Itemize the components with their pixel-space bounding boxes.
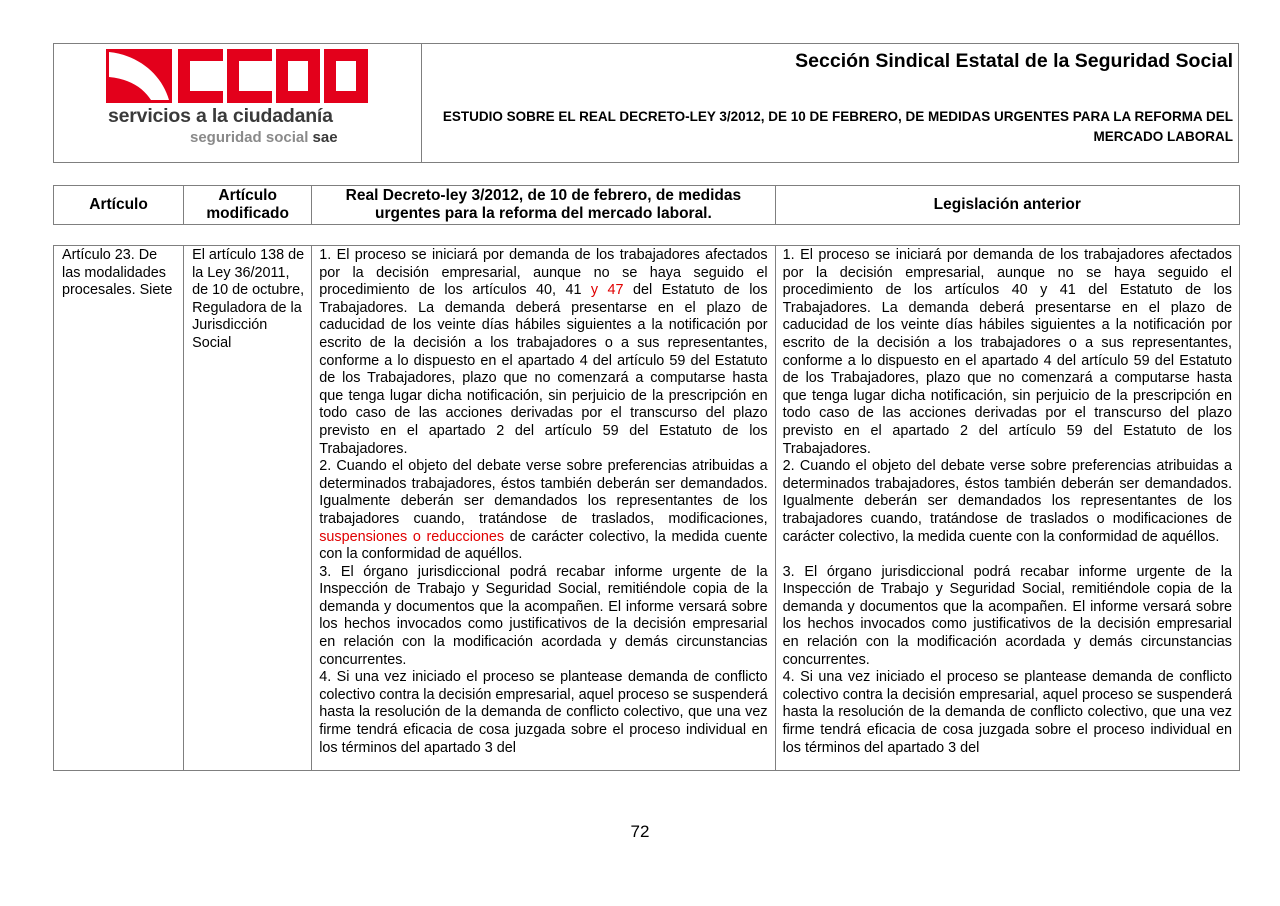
header-articulo: Artículo [54,186,184,225]
cell-articulo-modificado: El artículo 138 de la Ley 36/2011, de 10 de octubre, Reguladora de la Jurisdicción Social [184,246,312,771]
new-p1-highlight: y 47 [581,282,624,299]
section-title: Sección Sindical Estatal de la Seguridad Social [795,50,1233,72]
new-p1-text-a: 1. El proceso se iniciará por demanda de los trabajadores afectados por la decisión empresarial, aunque no se haya seguido el procedimiento de los artículos 40, 41 [319,247,768,299]
new-p2-text-b: de carácter colectivo, la medida cuente con la conformidad de aquéllos. [319,528,768,563]
old-paragraph-4: 4. Si una vez iniciado el proceso se plantease demanda de conflicto colectivo contra la decisión empresarial, aquel proceso se suspenderá hasta la resolución de la demanda de conflicto colectivo, que una vez firme tendrá eficacia de cosa juzgada sobre el proceso individual en los términos del apartado 3 del [782,669,1232,756]
logo-area [54,44,422,162]
header-real-decreto: Real Decreto-ley 3/2012, de 10 de febrero, de medidas urgentes para la reforma del mercado laboral. [312,186,775,225]
new-paragraph-3: 3. El órgano jurisdiccional podrá recabar informe urgente de la Inspección de Trabajo y Seguridad Social, remitiéndole copia de la demanda y documentos que la acompañen. El informe versará sobre los hechos invocados como justificativos de la decisión empresarial en relación con la modificación acordada y demás circunstancias concurrentes. [319,563,768,668]
new-p2-highlight: suspensiones o reducciones [319,528,505,545]
header-articulo-modificado: Artículo modificado [184,186,312,225]
ccoo-logo-icon [106,49,368,105]
old-paragraph-1: 1. El proceso se iniciará por demanda de los trabajadores afectados por la decisión empresarial, aunque no se haya seguido el procedimiento de los artículos 40 y 41 del Estatuto de los Trabajadores. La demanda deberá presentarse en el plazo de caducidad de los veinte días hábiles siguientes a la notificación por escrito de la decisión a los trabajadores o a sus representantes, conforme a lo dispuesto en el apartado 4 del artículo 59 del Estatuto de los Trabajadores, plazo que no comenzará a computarse hasta que tenga lugar dicha notificación, sin perjuicio de la prescripción en todo caso de las acciones derivadas por el transcurso del plazo previsto en el apartado 2 del artículo 59 del Estatuto de los Trabajadores. [782,247,1232,457]
new-paragraph-1 [319,247,767,458]
cell-real-decreto [312,246,775,771]
logo-sub-text: seguridad social [190,129,309,146]
column-header-table [53,185,1240,225]
cell-legislacion-anterior [775,246,1239,771]
paragraph-gap [783,546,1232,564]
document-header [53,43,1239,163]
table-row [54,246,1240,771]
cell-articulo: Artículo 23. De las modalidades procesales. Siete [54,246,184,771]
logo-name: servicios a la ciudadanía [108,105,333,127]
new-p1-text-b: del Estatuto de los Trabajadores. La demanda deberá presentarse en el plazo de caducidad de los veinte días hábiles siguientes a la notificación por escrito de la decisión a los trabajadores o a sus representantes, conforme a lo dispuesto en el apartado 4 del artículo 59 del Estatuto de los Trabajadores, plazo que no comenzará a computarse hasta que tenga lugar dicha notificación, sin perjuicio de la prescripción en todo caso de las acciones derivadas por el transcurso del plazo previsto en el apartado 2 del artículo 59 del Estatuto de los Trabajadores. [319,282,768,457]
old-paragraph-3: 3. El órgano jurisdiccional podrá recabar informe urgente de la Inspección de Trabajo y Seguridad Social, remitiéndole copia de la demanda y documentos que la acompañen. El informe versará sobre los hechos invocados como justificativos de la decisión empresarial en relación con la modificación acordada y demás circunstancias concurrentes. [782,563,1232,668]
header-legislacion-anterior: Legislación anterior [775,186,1239,225]
logo-sub-strong: sae [312,129,338,146]
new-p2-text-a: 2. Cuando el objeto del debate verse sobre preferencias atribuidas a determinados trabajadores, éstos también deberán ser demandados. Igualmente deberán ser demandados los representantes de los trabajadores cuando, tratándose de traslados, modificaciones, [319,458,768,527]
logo-subtitle [190,129,338,146]
new-paragraph-2 [319,458,767,564]
old-paragraph-2: 2. Cuando el objeto del debate verse sobre preferencias atribuidas a determinados trabajadores, éstos también deberán ser demandados. Igualmente deberán ser demandados los representantes de los trabajadores cuando, tratándose de traslados o modificaciones de carácter colectivo, la medida cuente con la conformidad de aquéllos. [782,458,1232,545]
new-paragraph-4: 4. Si una vez iniciado el proceso se plantease demanda de conflicto colectivo contra la decisión empresarial, aquel proceso se suspenderá hasta la resolución de la demanda de conflicto colectivo, que una vez firme tendrá eficacia de cosa juzgada sobre el proceso individual en los términos del apartado 3 del [319,669,768,756]
study-title: ESTUDIO SOBRE EL REAL DECRETO-LEY 3/2012, DE 10 DE FEBRERO, DE MEDIDAS URGENTES PARA LA REFORMA DEL MERCADO LABORAL [442,109,1233,144]
comparison-table [53,245,1240,771]
title-area [422,44,1238,162]
page-number: 72 [630,822,650,841]
